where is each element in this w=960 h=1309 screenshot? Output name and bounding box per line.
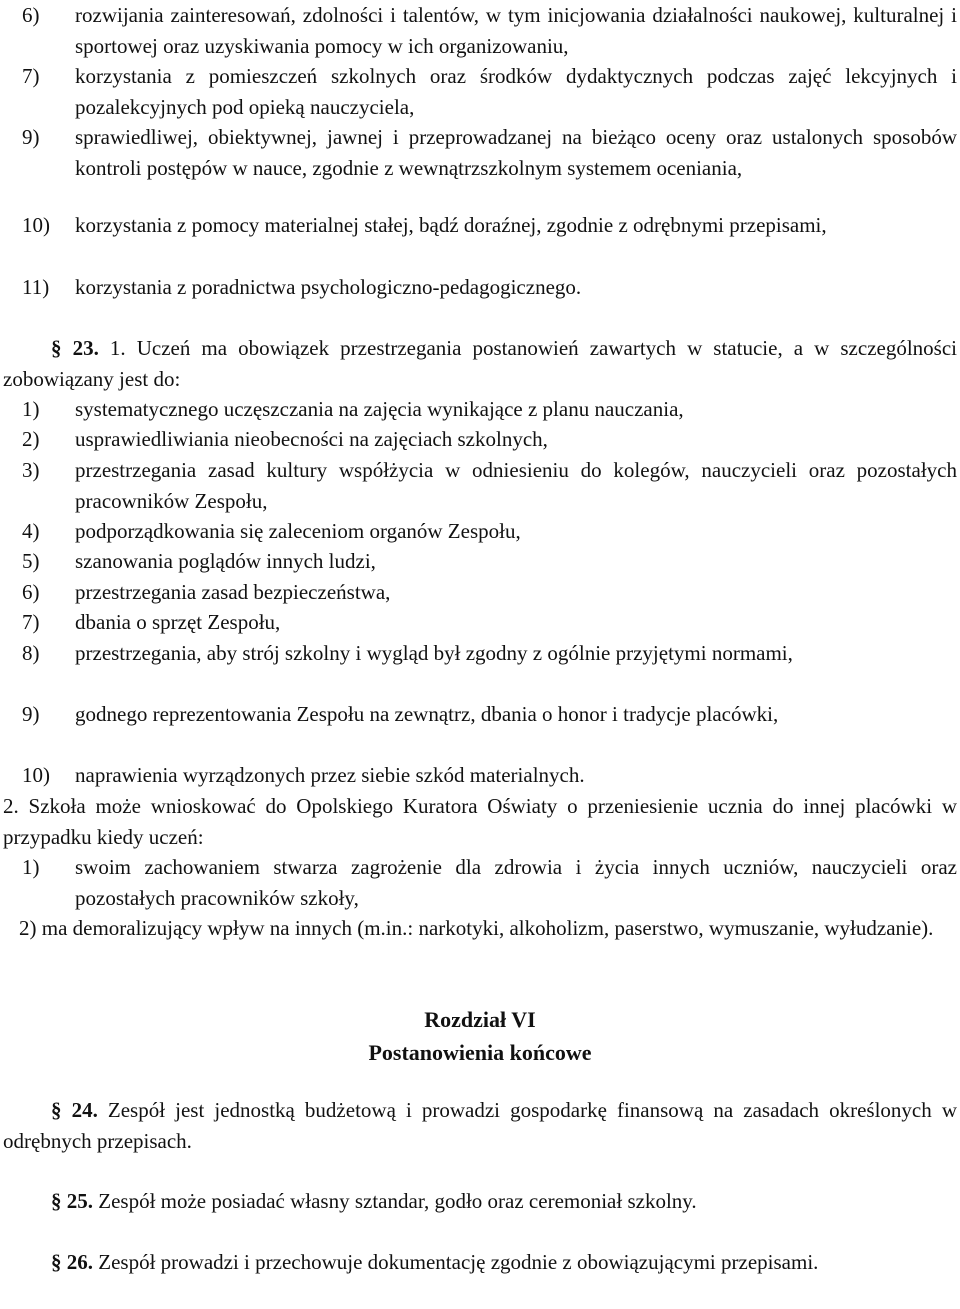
section-23-intro xyxy=(3,333,957,394)
list-item xyxy=(22,455,957,516)
list-item-number: 11) xyxy=(22,275,50,299)
list-item xyxy=(22,852,957,913)
list-item-number: 1) xyxy=(22,397,40,421)
list-item xyxy=(22,210,957,241)
list-item xyxy=(22,122,957,183)
list-item-number: 4) xyxy=(22,519,40,543)
section-sign: § xyxy=(51,1098,62,1122)
list-item xyxy=(22,424,957,455)
list-item-number: 9) xyxy=(22,125,40,149)
section-25 xyxy=(3,1186,957,1217)
section-26 xyxy=(3,1247,957,1278)
list-item xyxy=(22,577,957,608)
list-item-number: 10) xyxy=(22,763,50,787)
list-item-number: 6) xyxy=(22,3,40,27)
list-item-text: szanowania poglądów innych ludzi, xyxy=(75,549,376,573)
list-item-text: rozwijania zainteresowań, zdolności i talentów, w tym inicjowania działalności naukowej, kulturalnej i sportowej oraz uzyskiwania pomocy w ich organizowaniu, xyxy=(75,3,957,58)
list-item-number: 10) xyxy=(22,213,50,237)
chapter-title: Rozdział VI xyxy=(424,1007,536,1032)
list-item xyxy=(3,913,957,944)
list-item-number: 6) xyxy=(22,580,40,604)
list-item-text: korzystania z pomieszczeń szkolnych oraz środków dydaktycznych podczas zajęć lekcyjnych i pozalekcyjnych pod opieką nauczyciela, xyxy=(75,64,957,119)
list-item xyxy=(22,607,957,638)
list-item-number: 3) xyxy=(22,458,40,482)
list-item-number: 5) xyxy=(22,549,40,573)
section-sign: § xyxy=(51,1189,62,1213)
list-item-text: przestrzegania, aby strój szkolny i wygląd był zgodny z ogólnie przyjętymi normami, xyxy=(75,641,793,665)
list-item-text: swoim zachowaniem stwarza zagrożenie dla zdrowia i życia innych uczniów, nauczycieli oraz pozostałych pracowników szkoły, xyxy=(75,855,957,910)
section-text: Zespół prowadzi i przechowuje dokumentację zgodnie z obowiązującymi przepisami. xyxy=(98,1250,819,1274)
section-number: 26. xyxy=(66,1250,93,1274)
section-number: 24. xyxy=(71,1098,98,1122)
section-text: Zespół może posiadać własny sztandar, godło oraz ceremoniał szkolny. xyxy=(98,1189,697,1213)
list-item-text: ma demoralizujący wpływ na innych (m.in.: narkotyki, alkoholizm, paserstwo, wymuszanie, wyłudzanie). xyxy=(41,916,934,940)
list-item-text: godnego reprezentowania Zespołu na zewnątrz, dbania o honor i tradycje placówki, xyxy=(75,702,779,726)
list-item-text: korzystania z pomocy materialnej stałej, bądź doraźnej, zgodnie z odrębnymi przepisami, xyxy=(75,213,827,237)
chapter-subtitle: Postanowienia końcowe xyxy=(368,1040,592,1065)
list-item xyxy=(22,0,957,61)
list-item xyxy=(22,638,957,669)
list-item-number: 2) xyxy=(19,916,37,940)
list-item xyxy=(22,516,957,547)
list-item xyxy=(22,546,957,577)
section-text: 1. Uczeń ma obowiązek przestrzegania postanowień zawartych w statucie, a w szczególności zobowiązany jest do: xyxy=(3,336,958,391)
list-item xyxy=(22,699,957,730)
section-sign: § xyxy=(51,1250,62,1274)
list-item xyxy=(22,272,957,303)
section-number: 25. xyxy=(66,1189,93,1213)
list-item-number: 8) xyxy=(22,641,40,665)
list-item xyxy=(22,61,957,122)
list-item-text: usprawiedliwiania nieobecności na zajęciach szkolnych, xyxy=(75,427,548,451)
list-item-text: naprawienia wyrządzonych przez siebie szkód materialnych. xyxy=(75,763,585,787)
list-item-number: 1) xyxy=(22,855,40,879)
list-item xyxy=(22,394,957,425)
list-item-text: przestrzegania zasad kultury współżycia w odniesieniu do kolegów, nauczycieli oraz pozostałych pracowników Zespołu, xyxy=(75,458,957,513)
list-item-number: 7) xyxy=(22,610,40,634)
section-number: 23. xyxy=(72,336,99,360)
list-item-number: 2) xyxy=(22,427,40,451)
list-item-text: systematycznego uczęszczania na zajęcia wynikające z planu nauczania, xyxy=(75,397,684,421)
section-sign: § xyxy=(51,336,62,360)
list-item-text: przestrzegania zasad bezpieczeństwa, xyxy=(75,580,391,604)
section-23-paragraph-2: 2. Szkoła może wnioskować do Opolskiego Kuratora Oświaty o przeniesienie ucznia do innej placówki w przypadku kiedy uczeń: xyxy=(3,794,957,849)
list-item-text: podporządkowania się zaleceniom organów Zespołu, xyxy=(75,519,521,543)
section-text: Zespół jest jednostką budżetową i prowadzi gospodarkę finansową na zasadach określonych w odrębnych przepisach. xyxy=(3,1098,957,1153)
list-item-number: 9) xyxy=(22,702,40,726)
list-item-text: sprawiedliwej, obiektywnej, jawnej i przeprowadzanej na bieżąco oceny oraz ustalonych sposobów kontroli postępów w nauce, zgodnie z wewnątrzszkolnym systemem oceniania, xyxy=(75,125,957,180)
section-24 xyxy=(3,1095,957,1156)
list-item-text: korzystania z poradnictwa psychologiczno-pedagogicznego. xyxy=(75,275,582,299)
list-item-text: dbania o sprzęt Zespołu, xyxy=(75,610,281,634)
list-item xyxy=(22,760,957,791)
list-item-number: 7) xyxy=(22,64,40,88)
chapter-heading xyxy=(0,1005,960,1068)
